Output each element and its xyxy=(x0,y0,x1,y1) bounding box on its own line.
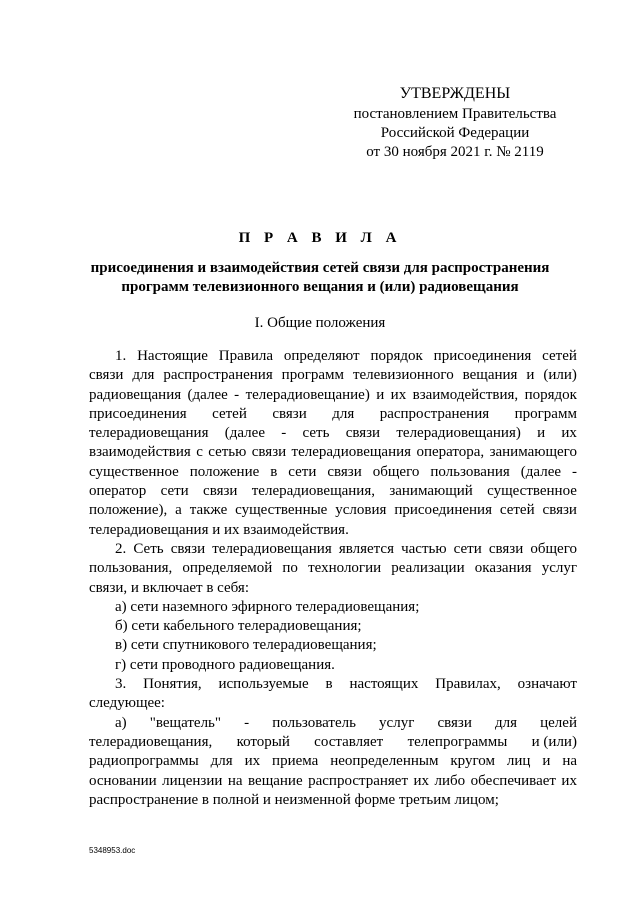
body-word: и (или) xyxy=(531,733,577,750)
body-word: определяемой xyxy=(182,560,273,577)
body-word: присоединения xyxy=(433,348,532,364)
body-word: их xyxy=(413,772,430,789)
body-word: а) xyxy=(115,714,127,731)
body-word: телерадиовещания и их взаимодействия. xyxy=(89,521,349,538)
body-word: "вещатель" xyxy=(149,714,222,731)
body-word: обеспечивает xyxy=(470,772,556,789)
body-word: и xyxy=(526,367,535,384)
body-word: взаимодействия, xyxy=(412,386,519,403)
body-line xyxy=(89,656,577,675)
body-word: связи xyxy=(542,502,577,519)
body-word: и xyxy=(542,753,551,770)
body-line xyxy=(89,733,577,752)
body-word: целей xyxy=(540,714,577,731)
body-word: а xyxy=(175,502,182,519)
body-word: определяют xyxy=(283,348,360,364)
body-word: присоединения xyxy=(394,502,492,519)
body-word: их xyxy=(244,753,261,770)
body-line xyxy=(89,463,577,482)
body-line xyxy=(89,617,577,636)
body-word: связи xyxy=(89,367,124,384)
body-word: существенное xyxy=(89,463,179,480)
body-word: (далее xyxy=(187,386,228,403)
body-word: связи, и включает в себя: xyxy=(89,579,249,596)
body-word: услуг xyxy=(541,560,577,577)
body-word: распространение в полной и неизменной форме третьим лицом; xyxy=(89,791,499,808)
body-line xyxy=(89,443,577,462)
body-word: телерадиовещания xyxy=(212,540,332,557)
body-word: составляет xyxy=(314,733,384,750)
body-word: является xyxy=(338,540,394,557)
body-line xyxy=(89,694,577,713)
body-word: сеть xyxy=(302,425,330,442)
body-word: сети xyxy=(453,540,482,557)
body-line xyxy=(89,540,577,559)
body-word: технологии xyxy=(308,560,382,577)
body-line xyxy=(89,347,577,366)
body-word: по xyxy=(282,560,298,577)
body-word: для xyxy=(332,405,355,422)
body-word: оператора, xyxy=(416,444,485,461)
body-word: Понятия, xyxy=(143,676,202,693)
body-word: б) сети кабельного телерадиовещания; xyxy=(115,618,362,635)
body-word: следующее: xyxy=(89,695,165,712)
body-word: 1. xyxy=(115,348,127,364)
body-word: - xyxy=(244,714,250,731)
body-word: телерадиовещания, xyxy=(251,483,375,500)
body-word: кругом xyxy=(450,753,495,770)
body-word: радиопрограммы xyxy=(89,753,199,770)
body-word: вещание xyxy=(248,772,303,789)
body-word: вещания xyxy=(462,367,518,384)
body-word: используемые xyxy=(218,676,309,693)
body-word: порядок xyxy=(370,348,423,364)
body-word: связи xyxy=(203,483,238,500)
body-line xyxy=(89,598,577,617)
body-word: в xyxy=(270,463,278,480)
body-word: сети xyxy=(160,483,189,500)
body-line xyxy=(89,714,577,733)
body-word: означают xyxy=(517,676,577,693)
body-line xyxy=(89,501,577,520)
body-word: связи xyxy=(251,444,287,461)
body-word: и xyxy=(537,425,546,442)
body-line xyxy=(89,366,577,385)
body-word: положение), xyxy=(89,502,168,519)
body-word: (далее xyxy=(224,425,265,442)
body-word: связи xyxy=(488,540,524,557)
body-word: распространения xyxy=(163,367,273,384)
approval-line: Российской Федерации xyxy=(380,125,530,141)
body-text xyxy=(89,347,577,810)
body-word: телерадиовещания) xyxy=(396,425,521,442)
body-word: который xyxy=(236,733,290,750)
body-word: г) сети проводного радиовещания. xyxy=(115,656,335,673)
body-word: - xyxy=(234,386,240,403)
body-line xyxy=(89,675,577,694)
body-word: сетей xyxy=(542,348,577,364)
body-word: связи xyxy=(170,540,206,557)
body-word: общего xyxy=(372,463,420,480)
body-word: с xyxy=(196,444,203,461)
body-word: оказания xyxy=(474,560,532,577)
body-word: Сеть xyxy=(133,540,164,557)
approval-line: постановлением Правительства xyxy=(353,106,557,122)
body-word: частью xyxy=(401,540,447,557)
body-word: их xyxy=(561,772,577,789)
body-word: существенное xyxy=(487,483,577,500)
body-word: существенные xyxy=(235,502,328,519)
body-word: неопределенным xyxy=(330,753,439,770)
body-word: в) сети спутникового телерадиовещания; xyxy=(115,637,377,654)
body-word: (или) xyxy=(543,367,577,384)
body-word: взаимодействия xyxy=(89,444,191,461)
body-word: положение xyxy=(189,463,260,480)
body-word: сетей xyxy=(212,405,247,422)
body-word: Правила xyxy=(218,348,274,364)
body-word: также xyxy=(189,502,228,519)
body-word: - xyxy=(281,425,287,442)
approval-line: от 30 ноября 2021 г. № 2119 xyxy=(366,144,544,160)
body-word: порядок xyxy=(524,386,577,403)
body-word: настоящих xyxy=(349,676,419,693)
body-word: занимающего xyxy=(489,444,577,461)
footer-filename: 5348953.doc xyxy=(89,846,136,855)
body-word: либо xyxy=(434,772,466,789)
body-word: телерадиовещания xyxy=(89,425,209,442)
body-word: радиовещания xyxy=(89,386,182,403)
body-word: программ xyxy=(281,367,344,384)
body-word: телерадиовещания xyxy=(291,444,412,461)
body-word: сетей xyxy=(499,502,535,519)
body-word: связи xyxy=(437,714,472,731)
body-word: связи xyxy=(345,425,381,442)
body-word: пользователь xyxy=(272,714,356,731)
body-word: программ xyxy=(514,405,577,422)
body-word: Правилах, xyxy=(435,676,501,693)
body-word: занимающий xyxy=(389,483,473,500)
body-line xyxy=(89,386,577,405)
body-line xyxy=(89,405,577,424)
body-word: для xyxy=(494,714,517,731)
subtitle-line: программ телевизионного вещания и (или) радиовещания xyxy=(121,279,519,295)
body-word: для xyxy=(210,753,233,770)
body-line xyxy=(89,424,577,443)
document-title: П Р А В И Л А xyxy=(238,230,402,246)
body-word: распространения xyxy=(379,405,490,422)
body-word: оператор xyxy=(89,483,147,500)
body-word: (далее xyxy=(520,463,562,480)
body-word: общего xyxy=(530,540,577,557)
body-word: сети xyxy=(288,463,317,480)
body-word: для xyxy=(132,367,155,384)
body-word: 3. xyxy=(115,676,127,693)
body-line xyxy=(89,559,577,578)
body-word: их xyxy=(390,386,407,403)
body-word: Настоящие xyxy=(137,348,208,364)
section-heading: I. Общие положения xyxy=(254,315,386,331)
body-word: их xyxy=(561,425,577,442)
body-word: и xyxy=(376,386,385,403)
body-word: лиц xyxy=(506,753,531,770)
body-line xyxy=(89,791,577,810)
body-line xyxy=(89,772,577,791)
body-word: связи xyxy=(327,463,362,480)
body-word: сетью xyxy=(208,444,247,461)
body-word: пользования xyxy=(430,463,510,480)
body-word: на xyxy=(227,772,243,789)
document-subtitle xyxy=(70,259,570,297)
body-line xyxy=(89,521,577,540)
body-word: телерадиовещания, xyxy=(89,733,213,750)
body-word: связи xyxy=(272,405,307,422)
body-word: реализации xyxy=(391,560,465,577)
body-word: присоединения xyxy=(89,405,187,422)
body-word: пользования, xyxy=(89,560,173,577)
body-word: распространяет xyxy=(308,772,409,789)
body-word: на xyxy=(562,753,577,770)
approval-title: УТВЕРЖДЕНЫ xyxy=(399,85,511,102)
body-word: основании xyxy=(89,772,157,789)
body-line xyxy=(89,636,577,655)
body-word: 2. xyxy=(115,540,127,557)
body-word: телепрограммы xyxy=(407,733,508,750)
subtitle-line: присоединения и взаимодействия сетей связи для распространения xyxy=(90,260,550,276)
body-word: лицензии xyxy=(162,772,223,789)
body-word: а) сети наземного эфирного телерадиовещания; xyxy=(115,598,420,615)
body-line xyxy=(89,752,577,771)
body-word: условия xyxy=(335,502,387,519)
body-word: приема xyxy=(272,753,319,770)
body-word: телерадиовещание) xyxy=(245,386,370,403)
approval-block xyxy=(340,84,570,162)
body-word: услуг xyxy=(379,714,415,731)
body-line xyxy=(89,482,577,501)
body-word: в xyxy=(325,676,333,693)
body-line xyxy=(89,579,577,598)
body-word: - xyxy=(571,463,577,480)
body-word: телевизионного xyxy=(352,367,454,384)
